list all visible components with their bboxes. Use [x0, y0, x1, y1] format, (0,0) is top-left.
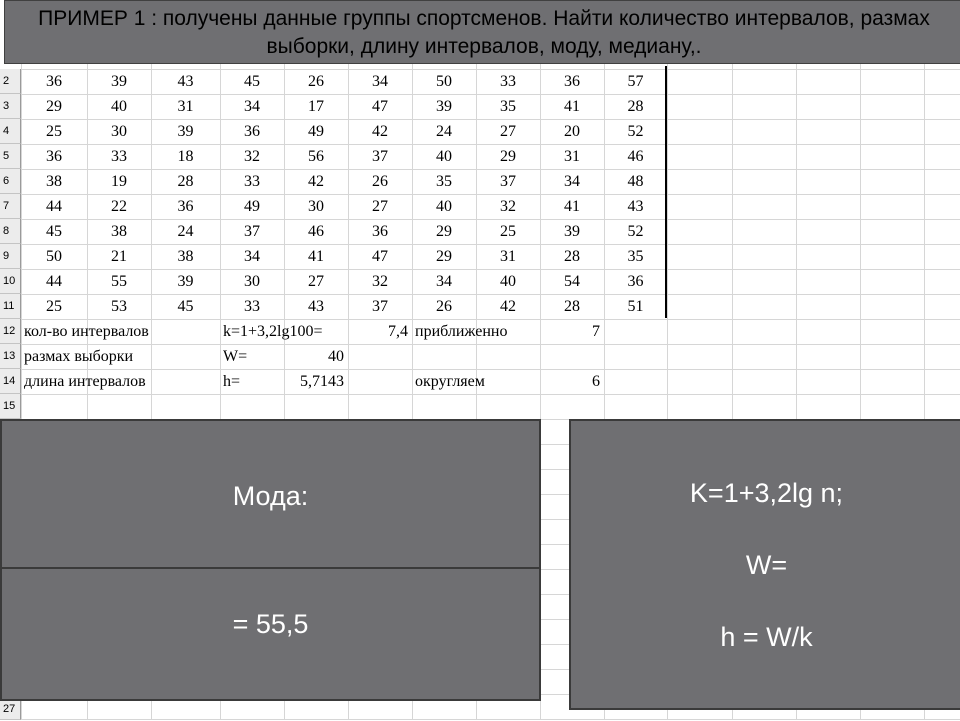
data-cell[interactable]: 40 [111, 98, 127, 115]
calc-result[interactable]: 6 [592, 373, 600, 390]
grid-line-horizontal [0, 394, 960, 395]
data-cell[interactable]: 36 [627, 273, 644, 290]
data-cell[interactable]: 29 [46, 98, 62, 115]
data-cell[interactable]: 48 [627, 173, 644, 190]
calc-formula[interactable]: W= [223, 348, 248, 365]
data-cell[interactable]: 39 [111, 73, 127, 90]
calc-value[interactable]: 5,7143 [300, 373, 344, 390]
data-cell[interactable]: 57 [627, 73, 644, 90]
calc-result[interactable]: 7 [592, 323, 600, 340]
row-header[interactable]: 6 [0, 169, 21, 194]
data-cell[interactable]: 27 [500, 123, 516, 140]
title-line-1: ПРИМЕР 1 : получены данные группы спортсменов. Найти количество интервалов, размах [38, 7, 930, 30]
data-cell[interactable]: 32 [244, 148, 260, 165]
data-cell[interactable]: 50 [46, 248, 62, 265]
row-header[interactable]: 5 [0, 144, 21, 169]
table-right-border [665, 66, 667, 318]
data-cell[interactable]: 28 [177, 173, 194, 190]
data-cell[interactable]: 30 [111, 123, 127, 140]
calc-note[interactable]: округляем [415, 373, 485, 390]
data-cell[interactable]: 38 [177, 248, 194, 265]
data-cell[interactable]: 29 [436, 248, 452, 265]
row-header[interactable]: 7 [0, 194, 21, 219]
data-cell[interactable]: 40 [436, 198, 452, 215]
data-cell[interactable]: 32 [372, 273, 388, 290]
row-header[interactable]: 4 [0, 119, 21, 144]
data-cell[interactable]: 45 [177, 298, 194, 315]
data-cell[interactable]: 33 [244, 173, 260, 190]
data-cell[interactable]: 38 [46, 173, 62, 190]
data-cell[interactable]: 28 [564, 298, 580, 315]
data-cell[interactable]: 52 [627, 123, 644, 140]
data-cell[interactable]: 45 [46, 223, 62, 240]
row-header[interactable]: 3 [0, 94, 21, 119]
data-cell[interactable]: 20 [564, 123, 580, 140]
row-header[interactable]: 10 [0, 269, 21, 294]
data-cell[interactable]: 37 [372, 298, 388, 315]
title-banner [4, 0, 960, 64]
data-cell[interactable]: 36 [564, 73, 580, 90]
row-header[interactable]: 14 [0, 369, 21, 394]
data-cell[interactable]: 43 [627, 198, 644, 215]
calc-label[interactable]: кол-во интервалов [24, 323, 149, 340]
data-cell[interactable]: 53 [111, 298, 127, 315]
data-cell[interactable]: 31 [500, 248, 516, 265]
data-cell[interactable]: 31 [564, 148, 580, 165]
data-cell[interactable]: 36 [46, 73, 62, 90]
data-cell[interactable]: 33 [500, 73, 516, 90]
data-cell[interactable]: 28 [627, 98, 644, 115]
data-cell[interactable]: 39 [436, 98, 452, 115]
mode-label-panel [0, 419, 541, 569]
formula-k: K=1+3,2lg n; [689, 477, 844, 508]
calc-value[interactable]: 40 [328, 348, 344, 365]
row-header[interactable]: 15 [0, 394, 21, 419]
data-cell[interactable]: 34 [244, 98, 260, 115]
row-header[interactable]: 27 [0, 697, 21, 720]
mode-value: = 55,5 [232, 608, 309, 639]
row-header[interactable]: 11 [0, 294, 21, 319]
data-cell[interactable]: 24 [177, 223, 194, 240]
row-header[interactable]: 12 [0, 319, 21, 344]
calc-extra[interactable]: 7,4 [388, 323, 408, 340]
data-cell[interactable]: 35 [627, 248, 644, 265]
data-cell[interactable]: 19 [111, 173, 127, 190]
data-cell[interactable]: 44 [46, 273, 62, 290]
data-cell[interactable]: 35 [500, 98, 516, 115]
data-cell[interactable]: 47 [372, 248, 388, 265]
data-cell[interactable]: 38 [111, 223, 127, 240]
data-cell[interactable]: 46 [308, 223, 324, 240]
data-cell[interactable]: 49 [244, 198, 260, 215]
data-cell[interactable]: 25 [500, 223, 516, 240]
data-cell[interactable]: 28 [564, 248, 580, 265]
calc-formula[interactable]: h= [223, 373, 241, 390]
data-cell[interactable]: 32 [500, 198, 516, 215]
data-cell[interactable]: 39 [564, 223, 580, 240]
data-cell[interactable]: 56 [308, 148, 324, 165]
data-cell[interactable]: 35 [436, 173, 452, 190]
data-cell[interactable]: 26 [308, 73, 324, 90]
data-cell[interactable]: 29 [436, 223, 452, 240]
data-cell[interactable]: 34 [244, 248, 260, 265]
data-cell[interactable]: 50 [436, 73, 452, 90]
data-cell[interactable]: 52 [627, 223, 644, 240]
data-cell[interactable]: 18 [177, 148, 194, 165]
data-cell[interactable]: 43 [308, 298, 324, 315]
row-header[interactable]: 13 [0, 344, 21, 369]
data-cell[interactable]: 26 [436, 298, 452, 315]
data-cell[interactable]: 33 [244, 298, 260, 315]
data-cell[interactable]: 54 [564, 273, 580, 290]
data-cell[interactable]: 34 [436, 273, 452, 290]
row-header[interactable]: 8 [0, 219, 21, 244]
row-header[interactable]: 2 [0, 69, 21, 94]
data-cell[interactable]: 37 [244, 223, 260, 240]
data-cell[interactable]: 42 [308, 173, 324, 190]
data-cell[interactable]: 39 [177, 123, 194, 140]
data-cell[interactable]: 41 [564, 198, 580, 215]
formula-w: W= [745, 549, 788, 580]
calc-label[interactable]: размах выборки [24, 348, 134, 365]
calc-label[interactable]: длина интервалов [24, 373, 146, 390]
data-cell[interactable]: 51 [627, 298, 644, 315]
data-cell[interactable]: 44 [46, 198, 62, 215]
data-cell[interactable]: 33 [111, 148, 127, 165]
data-cell[interactable]: 43 [177, 73, 194, 90]
data-cell[interactable]: 29 [500, 148, 516, 165]
data-cell[interactable]: 37 [372, 148, 388, 165]
data-cell[interactable]: 24 [436, 123, 452, 140]
formulas-panel [569, 419, 960, 710]
data-cell[interactable]: 22 [111, 198, 127, 215]
formula-h: h = W/k [720, 621, 813, 652]
data-cell[interactable]: 40 [436, 148, 452, 165]
data-cell[interactable]: 42 [500, 298, 516, 315]
data-cell[interactable]: 36 [177, 198, 194, 215]
data-cell[interactable]: 34 [564, 173, 580, 190]
data-cell[interactable]: 42 [372, 123, 388, 140]
calc-note[interactable]: приближенно [415, 323, 508, 340]
title-line-2: выборки, длину интервалов, моду, медиану,. [266, 35, 702, 58]
data-cell[interactable]: 30 [244, 273, 260, 290]
data-cell[interactable]: 36 [372, 223, 388, 240]
data-cell[interactable]: 25 [46, 298, 62, 315]
data-cell[interactable]: 37 [500, 173, 516, 190]
data-cell[interactable]: 46 [627, 148, 644, 165]
data-cell[interactable]: 31 [177, 98, 194, 115]
data-cell[interactable]: 49 [308, 123, 324, 140]
mode-label: Мода: [232, 480, 309, 511]
data-cell[interactable]: 55 [111, 273, 127, 290]
data-cell[interactable]: 36 [244, 123, 260, 140]
data-cell[interactable]: 21 [111, 248, 127, 265]
data-cell[interactable]: 41 [308, 248, 324, 265]
data-cell[interactable]: 45 [244, 73, 260, 90]
mode-value-panel [0, 567, 541, 701]
data-cell[interactable]: 34 [372, 73, 388, 90]
data-cell[interactable]: 27 [372, 198, 388, 215]
data-cell[interactable]: 40 [500, 273, 516, 290]
data-cell[interactable]: 25 [46, 123, 62, 140]
data-cell[interactable]: 17 [308, 98, 324, 115]
data-cell[interactable]: 39 [177, 273, 194, 290]
calc-formula[interactable]: k=1+3,2lg100= [223, 323, 323, 340]
data-cell[interactable]: 26 [372, 173, 388, 190]
data-cell[interactable]: 36 [46, 148, 62, 165]
row-header[interactable]: 9 [0, 244, 21, 269]
data-cell[interactable]: 30 [308, 198, 324, 215]
data-cell[interactable]: 27 [308, 273, 324, 290]
data-cell[interactable]: 47 [372, 98, 388, 115]
data-cell[interactable]: 41 [564, 98, 580, 115]
